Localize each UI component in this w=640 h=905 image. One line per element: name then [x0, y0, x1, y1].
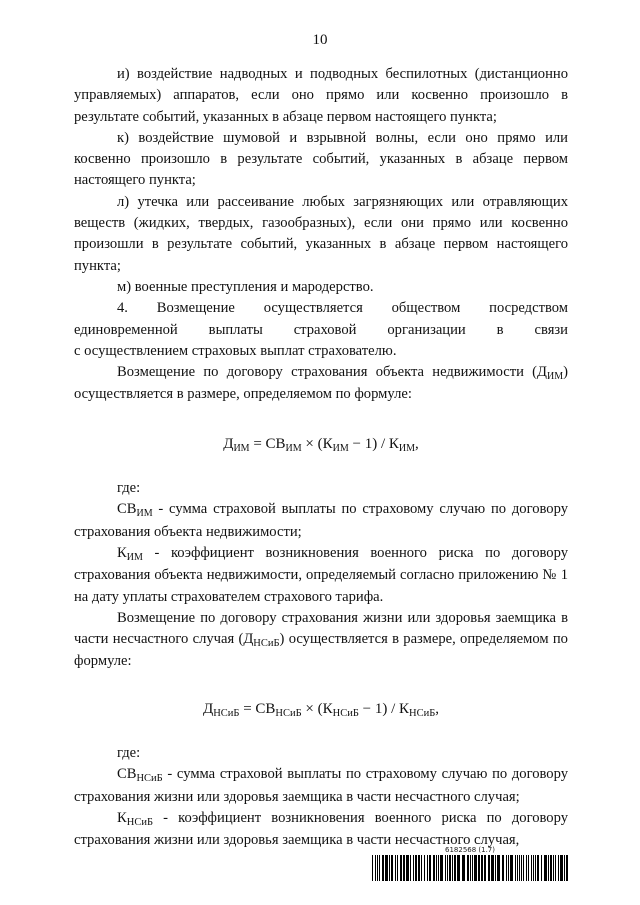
property-formula: $Д_{ИМ} = СВ_{ИМ} \times (К_{ИМ} - 1) / К_{ИМ}$,: [223, 435, 419, 454]
life-intro: Возмещение по договору страхования жизни или здоровья заемщика в части несчастного случая $(Д_{НСиБ})$ осуществляется в размере, определяемом по формуле:: [74, 609, 568, 670]
property-def-sv: $СВ_{ИМ}$ - сумма страховой выплаты по страховому случаю по договору страхования объекта недвижимости;: [74, 501, 568, 540]
property-where: где:: [117, 480, 141, 497]
page-number: 10: [312, 32, 328, 48]
life-def-sv: $СВ_{НСиБ}$ - сумма страховой выплаты по страховому случаю по договору страхования жизни или здоровья заемщика в части несчастного случая;: [74, 766, 568, 805]
clause-4-line2: с осуществлением страховых выплат страхователю.: [74, 342, 397, 359]
property-intro: Возмещение по договору страхования объекта недвижимости $(Д_{ИМ})$ осуществляется в размере, определяемом по формуле:: [74, 364, 568, 403]
document-code: 6182568 (1.7): [445, 846, 495, 854]
life-def-k: $К_{НСиБ}$ - коэффициент возникновения военного риска по договору страхования жизни или здоровья заемщика в части несчастного случая,: [74, 809, 568, 849]
barcode-icon: [372, 855, 568, 881]
item-i: и) воздействие надводных и подводных беспилотных (дистанционно управляемых) аппаратов, если оно прямо или косвенно произошло в результате событий, указанных в абзаце первом настоящего пункта;: [74, 66, 568, 125]
clause-4-line1: 4. Возмещение осуществляется обществом посредством единовременной выплаты страховой организации в связи: [74, 300, 568, 338]
item-m: м) военные преступления и мародерство.: [117, 278, 374, 295]
property-def-k: $К_{ИМ}$ - коэффициент возникновения военного риска по договору страхования объекта недвижимости, определяемый согласно приложению № 1 на дату уплаты страхователем страхового тарифа.: [74, 544, 568, 605]
item-l: л) утечка или рассеивание любых загрязняющих или отравляющих веществ (жидких, твердых, газообразных), если они прямо или косвенно произошли в результате событий, указанных в абзаце первом настоящего пункта;: [74, 193, 568, 274]
life-formula: $Д_{НСиБ} = СВ_{НСиБ} \times (К_{НСиБ} - 1) / К_{НСиБ}$,: [202, 700, 440, 719]
document-body: [74, 64, 568, 852]
item-k: к) воздействие шумовой и взрывной волны, если оно прямо или косвенно произошло в результате событий, указанных в абзаце первом настоящего пункта;: [74, 129, 568, 189]
life-where: где:: [117, 745, 141, 762]
